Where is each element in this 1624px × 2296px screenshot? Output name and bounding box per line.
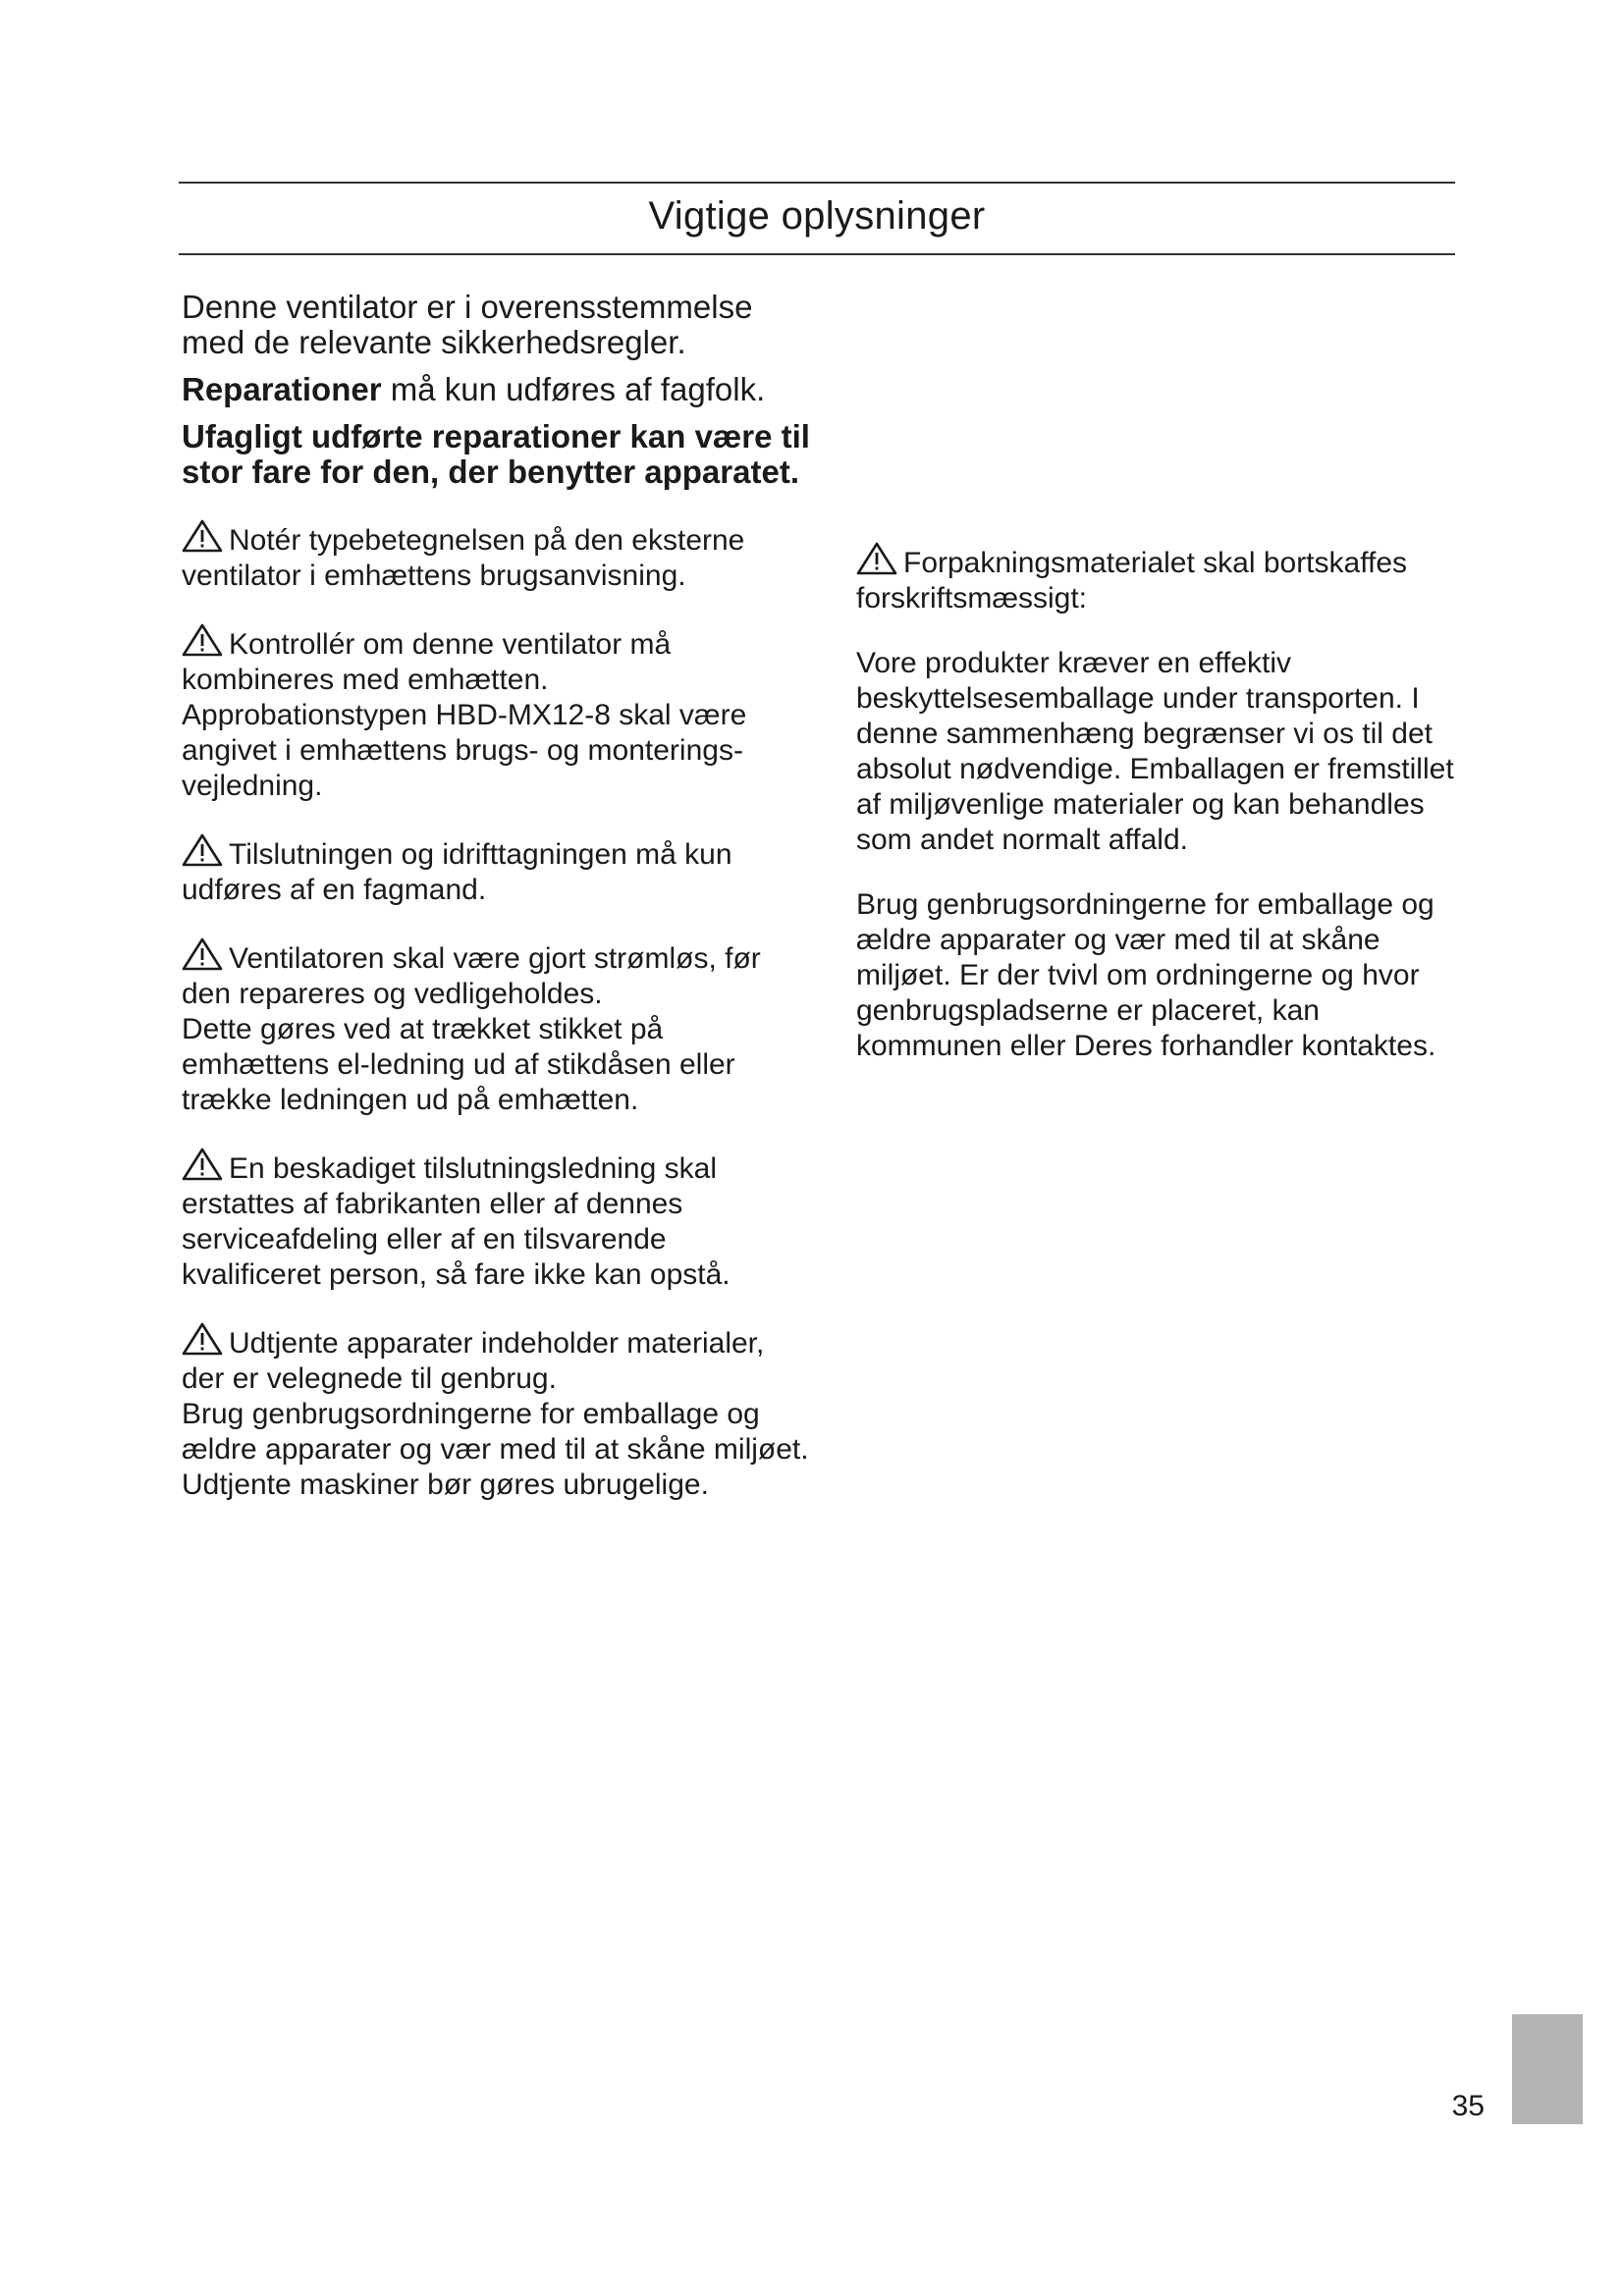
right-column [856, 542, 1455, 1076]
warning-extra-text: Dette gøres ved at trækket stikket på emhættens el-ledning ud af stikdåsen eller trække ledningen ud på emhætten. [182, 1013, 735, 1116]
warning-extra-text: Approbationstypen HBD-MX12-8 skal være angivet i emhættens brugs- og monterings-vejledning. [182, 699, 747, 802]
warning-item [182, 937, 810, 1118]
warning-item [182, 1322, 810, 1503]
warning-triangle-icon [856, 542, 897, 575]
page-title: Vigtige oplysninger [648, 194, 986, 238]
warning-triangle-icon [182, 1322, 223, 1356]
left-column [182, 290, 810, 1515]
warning-triangle-icon [182, 937, 223, 971]
warning-extra-text: Brug genbrugsordningerne for emballage og ældre apparater og vær med til at skåne miljøet. [182, 1398, 809, 1466]
warning-text: En beskadiget tilslutningsledning skal erstattes af fabrikanten eller af dennes serviceafdeling eller af en tilsvarende kvalificeret person, så fare ikke kan opstå. [182, 1152, 731, 1291]
repair-bold-label: Reparationer [182, 371, 382, 407]
repair-paragraph [182, 372, 810, 407]
warning-triangle-icon [182, 519, 223, 553]
warning-item [182, 833, 810, 908]
danger-paragraph: Ufagligt udførte reparationer kan være til stor fare for den, der benytter apparatet. [182, 418, 810, 490]
repair-text: må kun udføres af fagfolk. [381, 371, 766, 407]
page-number: 35 [1451, 2090, 1485, 2122]
warning-text: Notér typebetegnelsen på den eksterne ventilator i emhættens brugsanvisning. [182, 524, 745, 592]
warning-item [182, 519, 810, 594]
warning-text: Kontrollér om denne ventilator må kombineres med emhætten. [182, 628, 672, 696]
warning-triangle-icon [182, 1148, 223, 1181]
warning-triangle-icon [182, 833, 223, 867]
header-rule-bottom [179, 253, 1455, 255]
header-rule-top [179, 182, 1455, 184]
warning-item [182, 623, 810, 804]
warning-text: Ventilatoren skal være gjort strømløs, før den repareres og vedligeholdes. [182, 942, 761, 1010]
warning-text: Udtjente apparater indeholder materialer, der er velegnede til genbrug. [182, 1327, 765, 1395]
packaging-warning-text: Forpakningsmaterialet skal bortskaffes forskriftsmæssigt: [856, 547, 1408, 614]
recycling-paragraph: Brug genbrugsordningerne for emballage og ældre apparater og vær med til at skåne miljøet. Er der tvivl om ordningerne og hvor genbrugspladserne er placeret, kan kommunen eller Deres forhandler kontaktes. [856, 888, 1436, 1062]
warning-item [182, 1148, 810, 1293]
packaging-paragraph: Vore produkter kræver en effektiv beskyttelsesemballage under transporten. I denne sammenhæng begrænser vi os til det absolut nødvendige. Emballagen er fremstillet af miljøvenlige materialer og kan behandles som andet normalt affald. [856, 647, 1454, 856]
warning-text: Tilslutningen og idrifttagningen må kun udføres af en fagmand. [182, 838, 732, 906]
intro-paragraph: Denne ventilator er i overensstemmelse med de relevante sikkerhedsregler. [182, 289, 753, 360]
warning-triangle-icon [182, 623, 223, 657]
packaging-warning [856, 542, 1455, 616]
page-tab-marker [1512, 2014, 1583, 2124]
warning-extra-text-2: Udtjente maskiner bør gøres ubrugelige. [182, 1468, 709, 1501]
